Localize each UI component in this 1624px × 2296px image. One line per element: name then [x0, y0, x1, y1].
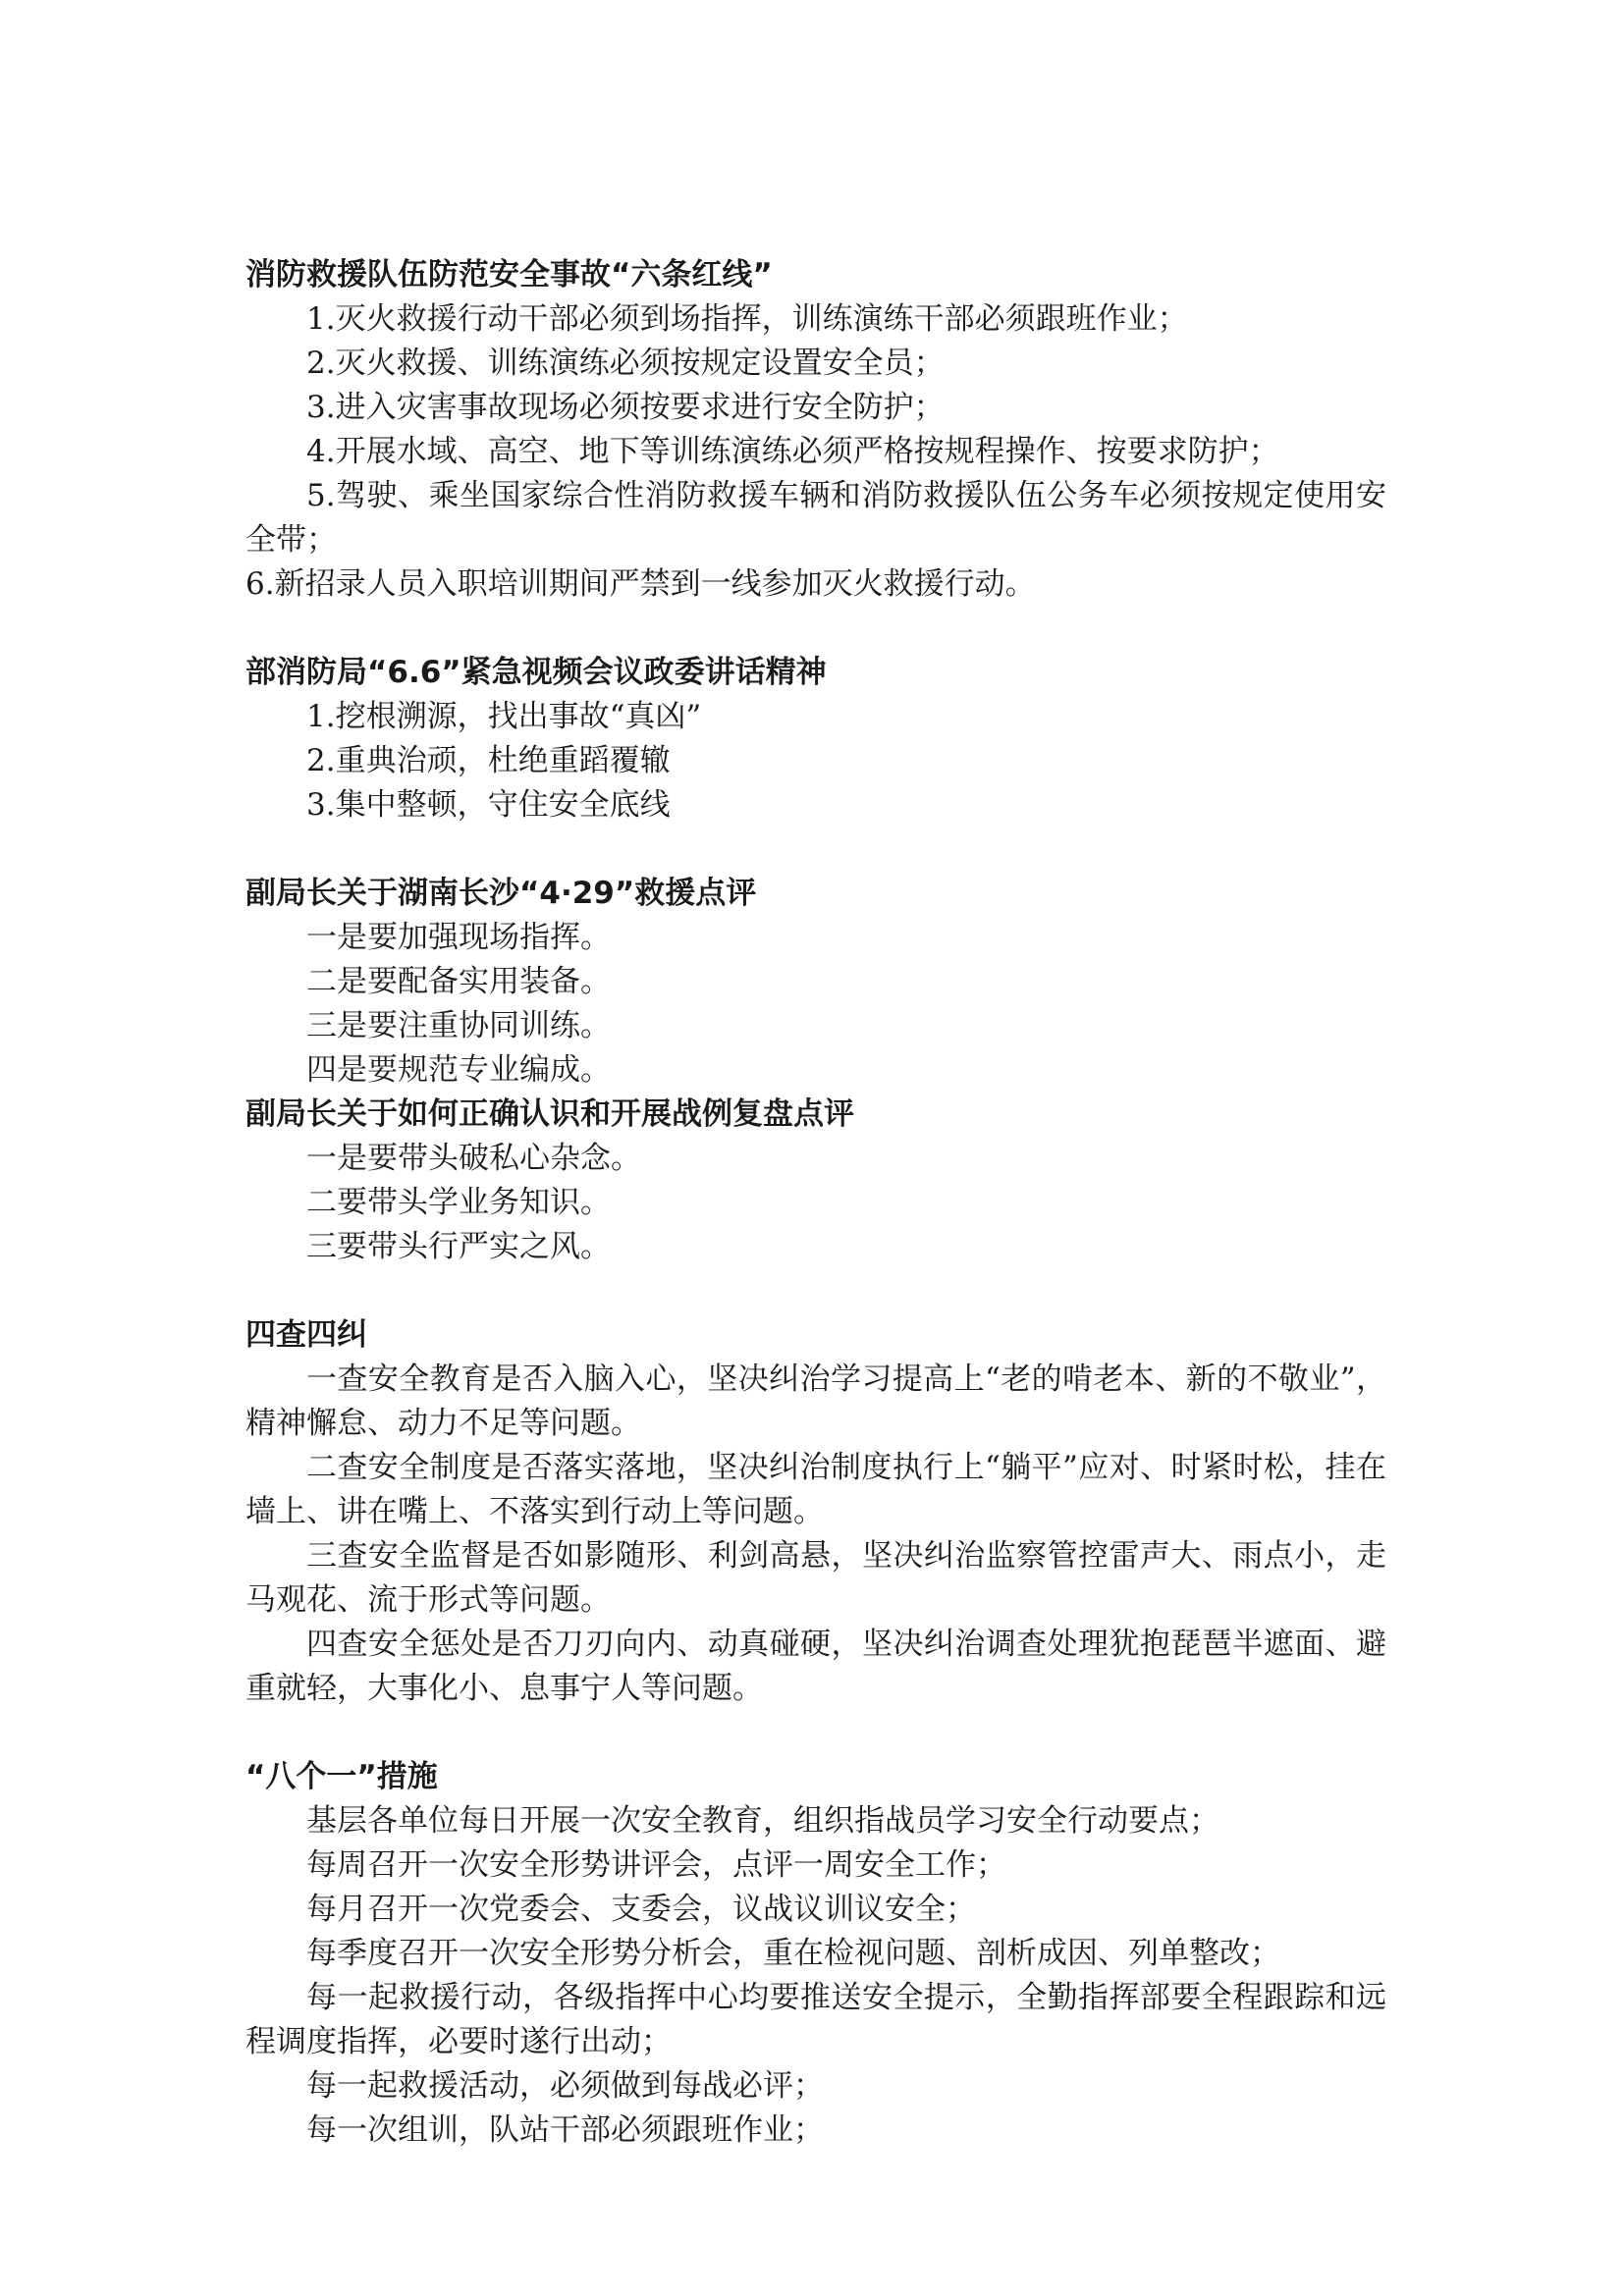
list-item: 3.进入灾害事故现场必须按要求进行安全防护；	[306, 390, 945, 425]
section-spacer	[245, 1711, 1386, 1755]
list-item: 一是要加强现场指挥。	[306, 920, 611, 955]
section-title-four-checks: 四查四纠	[245, 1317, 367, 1353]
paragraph: 一查安全教育是否入脑入心，坚决纠治学习提高上“老的啃老本、新的不敬业”，精神懈怠、动力不足等问题。	[245, 1362, 1386, 1441]
list-item: 三要带头行严实之风。	[306, 1229, 611, 1264]
list-item: 每一次组训，队站干部必须跟班作业；	[306, 2112, 824, 2148]
list-item: 2.重典治顽，杜绝重蹈覆辙	[306, 743, 671, 778]
section-title-eight-ones: “八个一”措施	[245, 1759, 438, 1794]
paragraph: 二查安全制度是否落实落地，坚决纠治制度执行上“躺平”应对、时紧时松，挂在墙上、讲在嘴上、不落实到行动上等问题。	[245, 1450, 1386, 1529]
list-item: 四是要规范专业编成。	[306, 1052, 611, 1088]
section-title-changsha-review: 副局长关于湖南长沙“4·29”救援点评	[245, 876, 757, 911]
document-page	[245, 253, 1386, 2153]
list-item: 每一起救援活动，必须做到每战必评；	[306, 2068, 824, 2104]
list-item: 一是要带头破私心杂念。	[306, 1141, 641, 1176]
list-item: 3.集中整顿，守住安全底线	[306, 787, 671, 823]
section-title-video-conference: 部消防局“6.6”紧急视频会议政委讲话精神	[245, 655, 827, 690]
list-item: 二要带头学业务知识。	[306, 1185, 611, 1220]
list-item: 2.灭火救援、训练演练必须按规定设置安全员；	[306, 346, 945, 381]
list-item: 基层各单位每日开展一次安全教育，组织指战员学习安全行动要点；	[306, 1803, 1219, 1839]
list-item: 1.灭火救援行动干部必须到场指挥，训练演练干部必须跟班作业；	[306, 301, 1188, 337]
list-item: 三是要注重协同训练。	[306, 1008, 611, 1043]
list-item: 4.开展水域、高空、地下等训练演练必须严格按规程操作、按要求防护；	[306, 434, 1279, 469]
paragraph: 三查安全监督是否如影随形、利剑高悬，坚决纠治监察管控雷声大、雨点小，走马观花、流于形式等问题。	[245, 1538, 1386, 1618]
list-item: 1.挖根溯源，找出事故“真凶”	[306, 699, 702, 734]
list-item: 每季度召开一次安全形势分析会，重在检视问题、剖析成因、列单整改；	[306, 1936, 1280, 1971]
section-spacer	[245, 828, 1386, 872]
list-item: 每一起救援行动，各级指挥中心均要推送安全提示，全勤指挥部要全程跟踪和远程调度指挥，必要时遂行出动；	[245, 1980, 1386, 2059]
list-item: 每周召开一次安全形势讲评会，点评一周安全工作；	[306, 1847, 1006, 1883]
list-item: 二是要配备实用装备。	[306, 964, 611, 999]
section-title-six-red-lines: 消防救援队伍防范安全事故“六条红线”	[245, 257, 773, 293]
section-spacer	[245, 607, 1386, 651]
list-item: 6.新招录人员入职培训期间严禁到一线参加灭火救援行动。	[245, 566, 1036, 602]
paragraph: 四查安全惩处是否刀刃向内、动真碰硬，坚决纠治调查处理犹抱琵琶半遮面、避重就轻，大事化小、息事宁人等问题。	[245, 1627, 1386, 1706]
list-item: 每月召开一次党委会、支委会，议战议训议安全；	[306, 1892, 976, 1927]
list-item: 5.驾驶、乘坐国家综合性消防救援车辆和消防救援队伍公务车必须按规定使用安全带；	[245, 478, 1386, 558]
section-spacer	[245, 1269, 1386, 1313]
section-title-case-review: 副局长关于如何正确认识和开展战例复盘点评	[245, 1096, 854, 1132]
